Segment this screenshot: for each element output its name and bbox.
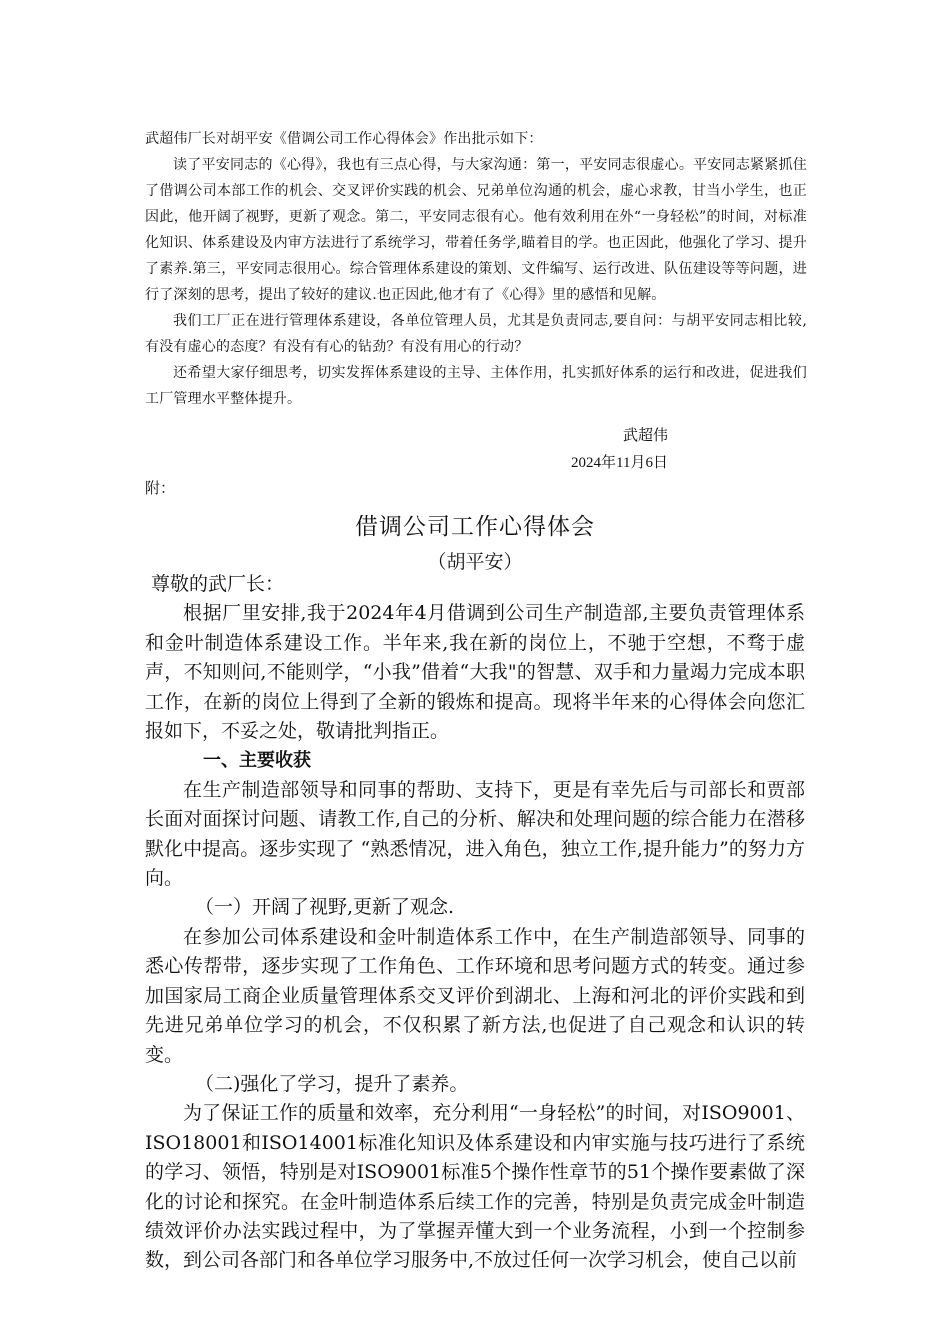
memo-intro: 武超伟厂长对胡平安《借调公司工作心得体会》作出批示如下： <box>145 131 543 147</box>
essay-paragraph-4: 为了保证工作的质量和效率，充分利用“一身轻松”的时间，对ISO9001、ISO18001和ISO14001标准化知识及体系建设和内审实施与技巧进行了系统的学习、领悟，特别是对ISO9001标准5个操作性章节的51个操作要素做了深化的讨论和探究。在金叶制造体系后续工作的完善，特别是负责完成金叶制造绩效评价办法实践过程中，为了掌握弄懂大到一个业务流程，小到一个控制参数，到公司各部门和各单位学习服务中,不放过任何一次学习机会，使自己以前 <box>145 1102 805 1272</box>
attachment-label: 附： <box>145 479 176 497</box>
subsection-heading-1: （一）开阔了视野,更新了观念. <box>195 896 455 919</box>
memo-paragraph-3: 还希望大家仔细思考，切实发挥体系建设的主导、主体作用，扎实抓好体系的运行和改进，促进我们工厂管理水平整体提升。 <box>145 365 807 407</box>
essay-paragraph-3: 在参加公司体系建设和金叶制造体系工作中，在生产制造部领导、同事的悉心传帮带，逐步实现了工作角色、工作环境和思考问题方式的转变。通过参加国家局工商企业质量管理体系交叉评价到湖北、上海和河北的评价实践和到先进兄弟单位学习的机会，不仅积累了新方法,也促进了自己观念和认识的转变。 <box>145 925 805 1066</box>
essay-title: 借调公司工作心得体会 <box>355 514 595 540</box>
subsection-heading-2: （二)强化了学习，提升了素养。 <box>195 1072 469 1095</box>
essay-paragraph-1: 根据厂里安排,我于2024年4月借调到公司生产制造部,主要负责管理体系和金叶制造体系建设工作。半年来,我在新的岗位上，不驰于空想，不骛于虚声，不知则问,不能则学，“小我”借着“大我"的智慧、双手和力量竭力完成本职工作，在新的岗位上得到了全新的锻炼和提高。现将半年来的心得体会向您汇报如下，不妥之处，敬请批判指正。 <box>145 602 805 743</box>
essay-paragraph-2: 在生产制造部领导和同事的帮助、支持下，更是有幸先后与司部长和贾部长面对面探讨问题、请教工作,自己的分析、解决和处理问题的综合能力在潜移默化中提高。逐步实现了 “熟悉情况，进入角色，独立工作,提升能力”的努力方向。 <box>145 778 805 890</box>
memo-signature: 武超伟 <box>623 426 669 444</box>
memo-date: 2024年11月6日 <box>571 455 668 471</box>
memo-paragraph-2: 我们工厂正在进行管理体系建设，各单位管理人员，尤其是负责同志,要自问：与胡平安同志相比较,有没有虚心的态度？有没有有心的钻劲？有没有用心的行动？ <box>145 313 807 355</box>
essay-author: （胡平安） <box>427 551 523 573</box>
memo-paragraph-1: 读了平安同志的《心得》，我也有三点心得，与大家沟通：第一，平安同志很虚心。平安同志紧紧抓住了借调公司本部工作的机会、交叉评价实践的机会、兄弟单位沟通的机会，虚心求教，甘当小学生，也正因此，他开阔了视野，更新了观念。第二，平安同志很有心。他有效利用在外“一身轻松”的时间，对标准化知识、体系建设及内审方法进行了系统学习，带着任务学,瞄着目的学。也正因此，他强化了学习、提升了素养.第三，平安同志很用心。综合管理体系建设的策划、文件编写、运行改进、队伍建设等等问题，进行了深刻的思考，提出了较好的建议.也正因此,他才有了《心得》里的感悟和见解。 <box>145 157 807 303</box>
essay-body <box>145 570 805 1276</box>
essay-greeting: 尊敬的武厂长： <box>151 573 285 595</box>
memo-block <box>145 126 807 412</box>
section-heading-1: 一、主要收获 <box>203 750 311 772</box>
